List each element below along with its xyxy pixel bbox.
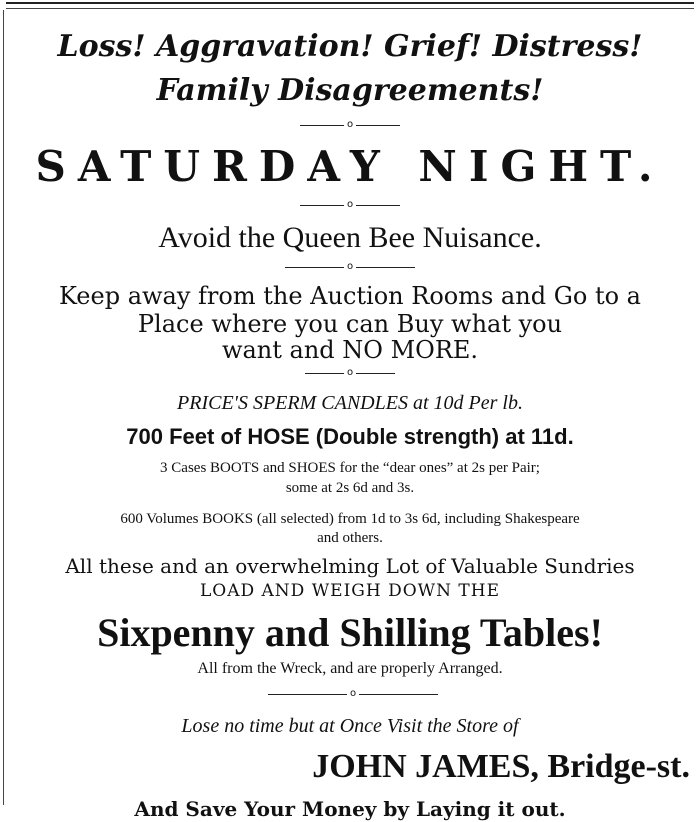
separator [305,367,395,379]
top-border-rule [6,2,694,9]
store-name-heading: JOHN JAMES, Bridge-st. [312,748,690,785]
candles-line: PRICE'S SPERM CANDLES at 10d Per lb. [177,392,523,414]
headline-line-1: Loss! Aggravation! Grief! Distress! [57,29,643,64]
separator [300,119,400,131]
separator [300,199,400,211]
save-money-line: And Save Your Money by Laying it out. [134,797,566,821]
sundries-line: All these and an overwhelming Lot of Valuable Sundries [65,554,635,578]
books-line-1: 600 Volumes BOOKS (all selected) from 1d to 3s 6d, including Shakespeare [120,511,580,527]
keep-away-line-3: want and NO MORE. [221,336,479,364]
hose-line: 700 Feet of HOSE (Double strength) at 11d. [126,424,574,449]
keep-away-line-1: Keep away from the Auction Rooms and Go to a [59,282,641,310]
separator-mark: o [349,688,357,699]
separator-mark: o [346,119,354,130]
books-line-2: and others. [317,530,383,546]
separator-mark: o [346,199,354,210]
headline-line-2: Family Disagreements! [156,73,544,108]
separator [285,261,415,273]
tables-heading: Sixpenny and Shilling Tables! [97,610,603,655]
lose-no-time-line: Lose no time but at Once Visit the Store of [181,715,519,737]
wreck-line: All from the Wreck, and are properly Arranged. [197,660,503,677]
avoid-heading: Avoid the Queen Bee Nuisance. [158,221,542,254]
keep-away-line-2: Place where you can Buy what you [137,310,563,338]
load-line: LOAD AND WEIGH DOWN THE [199,581,501,601]
separator [268,688,438,700]
separator-mark: o [346,367,354,378]
boots-line-2: some at 2s 6d and 3s. [285,480,415,496]
saturday-night-heading: SATURDAY NIGHT. [35,142,665,191]
separator-mark: o [346,261,354,272]
boots-line-1: 3 Cases BOOTS and SHOES for the “dear ones” at 2s per Pair; [160,460,540,476]
